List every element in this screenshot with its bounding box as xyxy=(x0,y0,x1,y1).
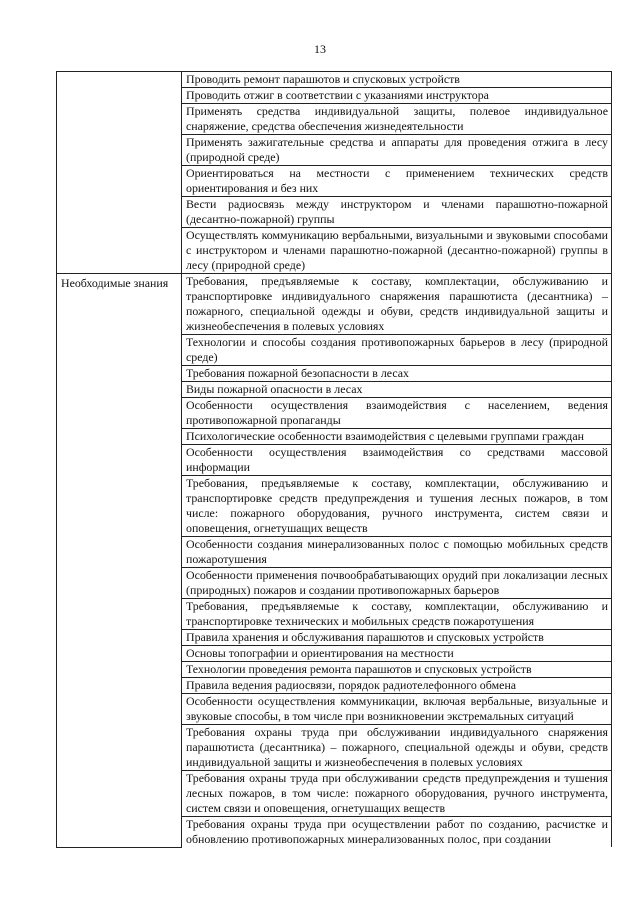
knowledge-item: Особенности осуществления коммуникации, включая вербальные, визуальные и звуковые способы, в том числе при возникновении экстремальных ситуаций xyxy=(182,694,612,725)
knowledge-item: Требования пожарной безопасности в лесах xyxy=(182,366,612,382)
table-row xyxy=(57,274,612,335)
knowledge-item: Особенности создания минерализованных полос с помощью мобильных средств пожаротушения xyxy=(182,537,612,568)
page-number: 13 xyxy=(314,42,326,56)
skills-label-cell-continued xyxy=(57,72,182,274)
table-row xyxy=(57,72,612,88)
skill-item: Проводить отжиг в соответствии с указаниями инструктора xyxy=(182,88,612,104)
knowledge-item: Требования, предъявляемые к составу, комплектации, обслуживанию и транспортировке средств предупреждения и тушения лесных пожаров, в том числе: пожарного оборудования, ручного инструмента, систем связи и оповещения, огнетушащих веществ xyxy=(182,476,612,537)
knowledge-item: Виды пожарной опасности в лесах xyxy=(182,382,612,398)
knowledge-label: Необходимые знания xyxy=(57,274,182,848)
knowledge-item: Требования охраны труда при обслуживании индивидуального снаряжения парашютиста (десантника) – пожарного, специальной одежды и обуви, средств индивидуальной защиты и жизнеобеспечения в полевых условиях xyxy=(182,725,612,771)
knowledge-item: Особенности применения почвообрабатывающих орудий при локализации лесных (природных) пожаров и создании противопожарных барьеров xyxy=(182,568,612,599)
knowledge-item: Правила хранения и обслуживания парашютов и спусковых устройств xyxy=(182,630,612,646)
skill-item: Ориентироваться на местности с применением технических средств ориентирования и без них xyxy=(182,166,612,197)
knowledge-item: Требования, предъявляемые к составу, комплектации, обслуживанию и транспортировке технических и мобильных средств пожаротушения xyxy=(182,599,612,630)
knowledge-item: Особенности осуществления взаимодействия с населением, ведения противопожарной пропаганды xyxy=(182,398,612,429)
skill-item: Вести радиосвязь между инструктором и членами парашютно-пожарной (десантно-пожарной) группы xyxy=(182,197,612,228)
knowledge-item: Требования, предъявляемые к составу, комплектации, обслуживанию и транспортировке индивидуального снаряжения парашютиста (десантника) – пожарного, специальной одежды и обуви, средств индивидуальной защиты и жизнеобеспечения в полевых условиях xyxy=(182,274,612,335)
skill-item: Проводить ремонт парашютов и спусковых устройств xyxy=(182,72,612,88)
knowledge-item: Основы топографии и ориентирования на местности xyxy=(182,646,612,662)
requirements-table-container xyxy=(56,71,611,848)
requirements-table xyxy=(56,71,612,848)
skill-item: Применять зажигательные средства и аппараты для проведения отжига в лесу (природной среде) xyxy=(182,135,612,166)
knowledge-item: Особенности осуществления взаимодействия со средствами массовой информации xyxy=(182,445,612,476)
skill-item: Применять средства индивидуальной защиты, полевое индивидуальное снаряжение, средства обеспечения жизнедеятельности xyxy=(182,104,612,135)
knowledge-item: Технологии и способы создания противопожарных барьеров в лесу (природной среде) xyxy=(182,335,612,366)
knowledge-item: Психологические особенности взаимодействия с целевыми группами граждан xyxy=(182,429,612,445)
knowledge-item: Требования охраны труда при осуществлении работ по созданию, расчистке и обновлению противопожарных минерализованных полос, при создании xyxy=(182,817,612,848)
knowledge-item: Технологии проведения ремонта парашютов и спусковых устройств xyxy=(182,662,612,678)
skill-item: Осуществлять коммуникацию вербальными, визуальными и звуковыми способами с инструктором и членами парашютно-пожарной (десантно-пожарной) группы в лесу (природной среде) xyxy=(182,228,612,274)
knowledge-item: Правила ведения радиосвязи, порядок радиотелефонного обмена xyxy=(182,678,612,694)
knowledge-item: Требования охраны труда при обслуживании средств предупреждения и тушения лесных пожаров, в том числе: пожарного оборудования, ручного инструмента, систем связи и оповещения, огнетушащих веществ xyxy=(182,771,612,817)
